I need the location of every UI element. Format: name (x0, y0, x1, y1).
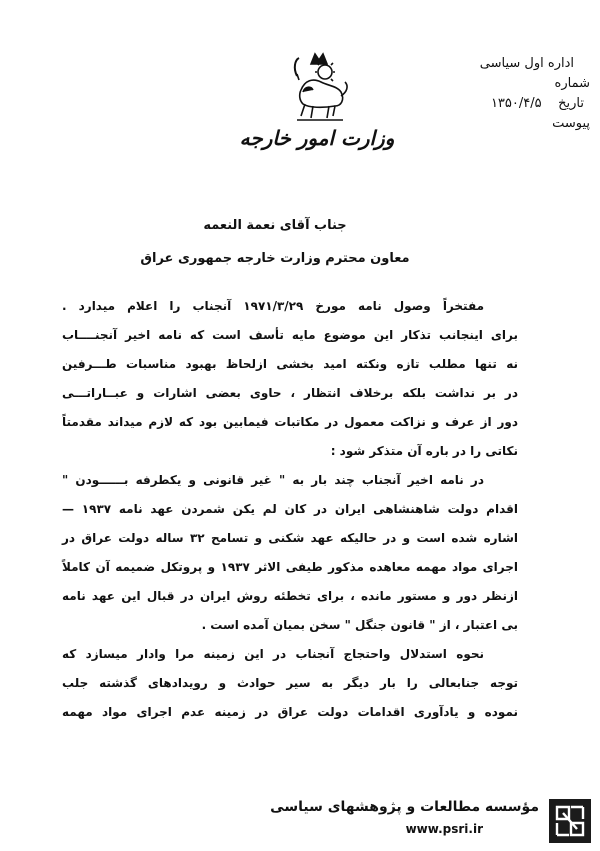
body-line: اشاره شده است و در حالیکه عهد شکنی و تسامح ۳۲ ساله دولت عراق در (62, 531, 519, 545)
date-value: ۱۳۵۰/۴/۵ (490, 96, 542, 111)
body-line: بی اعتبار ، از " قانون جنگل " سخن بمیان آمده است . (201, 618, 518, 632)
body-line: توجه جنابعالی را بار دیگر به سیر حوادث و رویدادهای گذشته جلب (62, 676, 518, 690)
letter-body (62, 292, 518, 727)
body-line: برای اینجانب تذکار این موضوع مایه تأسف است که نامه اخیر آنجنــــاب (62, 328, 518, 342)
body-line: نکاتی را در باره آن متذکر شود : (330, 444, 518, 458)
body-line: ازنظر دور و مستور مانده ، برای تخطئه روش ایران در قبال این عهد نامه (62, 589, 518, 603)
institute-name: مؤسسه مطالعات و پژوهشهای سیاسی (270, 799, 539, 815)
body-line: در بر نداشت بلکه برخلاف انتظار ، حاوی بعضی اشارات و عبــاراتـــی (62, 386, 518, 400)
body-line: اجرای مواد مهمه معاهده مذکور طیفی الاثر ۱۹۳۷ و پروتکل ضمیمه آن کاملاً (62, 560, 518, 574)
body-line: نموده و یادآوری اقدامات دولت عراق در زمینه عدم اجرای مواد مهمه (62, 705, 518, 719)
addressee-name: جناب آقای نعمة النعمه (203, 218, 347, 233)
date-label: تاریخ (558, 96, 584, 111)
document-meta (470, 54, 590, 134)
institute-url: www.psri.ir (405, 822, 483, 836)
body-line: در نامه اخیر آنجناب چند بار به " غیر قانونی و یکطرفه بــــــودن " (62, 473, 484, 487)
body-line: اقدام دولت شاهنشاهی ایران در کان لم یکن شمردن عهد نامه ۱۹۳۷ — (62, 502, 518, 516)
institute-watermark (270, 796, 595, 848)
office-label: اداره اول سیاسی (479, 56, 574, 71)
number-label: شماره (554, 76, 590, 91)
ministry-title: وزارت امور خارجه (239, 126, 395, 150)
institute-logo-icon (549, 799, 591, 843)
body-line: دور از عرف و نزاکت معمول در مکاتبات فیمابین بود که لازم میداند مقدمتاً (62, 415, 518, 429)
date-row (470, 94, 590, 114)
attachment-label: پیوست (552, 116, 590, 131)
body-line: نحوه استدلال واحتجاج آنجناب در این زمینه مرا وادار میسازد که (62, 647, 484, 661)
lion-and-sun-emblem-icon (283, 50, 355, 130)
body-line: نه تنها مطلب تازه ونکته امید بخشی ازلحاظ بهبود مناسبات طـــرفین (62, 357, 518, 371)
addressee-title: معاون محترم وزارت خارجه جمهوری عراق (140, 251, 410, 266)
body-line: مفتخراً وصول نامه مورخ ۱۹۷۱/۳/۲۹ آنجناب را اعلام میدارد . (62, 299, 485, 313)
